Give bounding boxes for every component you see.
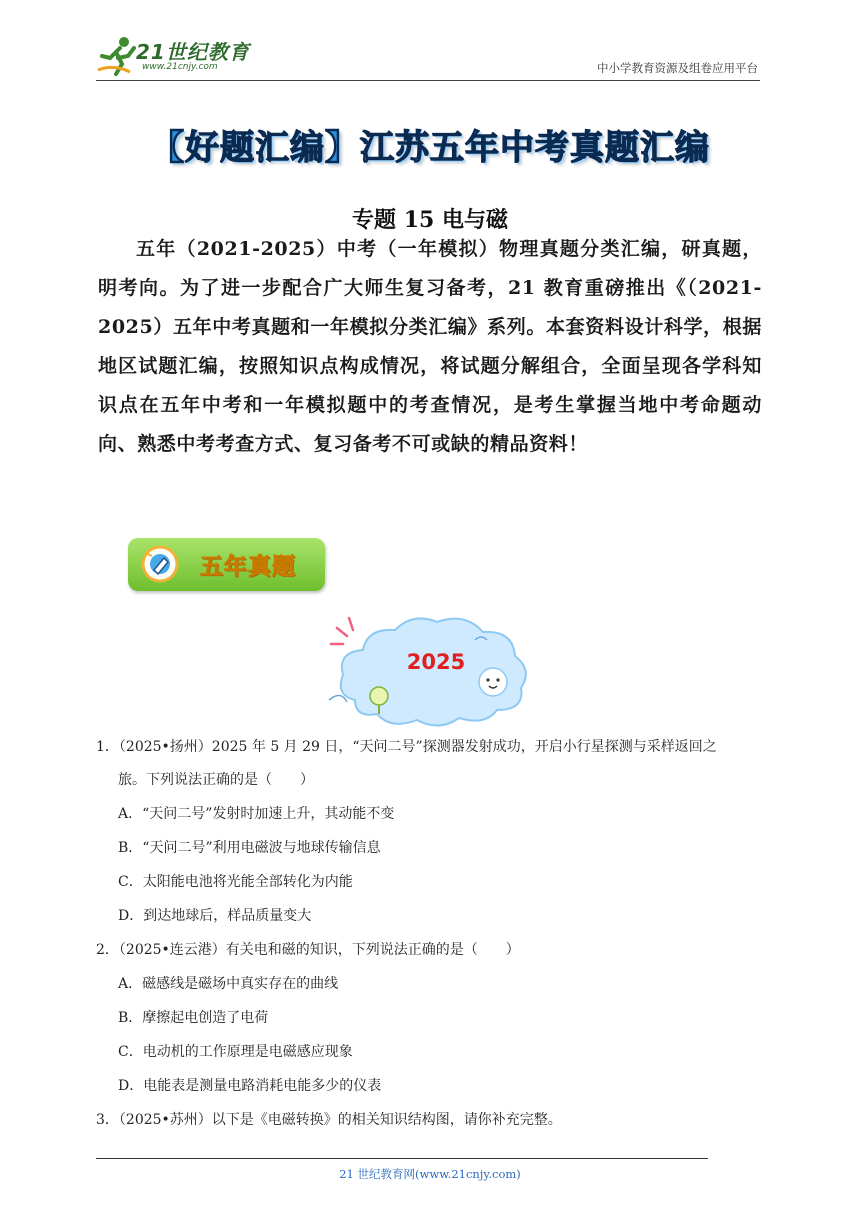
question-2-option-a: A．磁感线是磁场中真实存在的曲线 — [118, 976, 339, 992]
pen-search-icon — [140, 544, 180, 584]
question-1-option-b: B．“天问二号”利用电磁波与地球传输信息 — [118, 840, 381, 856]
logo-url: www.21cnjy.com — [142, 62, 218, 72]
logo-text: 21世纪教育 — [136, 40, 250, 64]
question-1-line-2: 旅。下列说法正确的是（ ） — [118, 772, 314, 788]
topic-subtitle: 专题 15 电与磁 — [352, 207, 508, 233]
runner-logo-icon — [96, 34, 136, 78]
question-2-option-d: D．电能表是测量电路消耗电能多少的仪表 — [118, 1078, 382, 1094]
page-title — [0, 120, 860, 169]
page-title-text: 【好题汇编】江苏五年中考真题汇编 — [150, 128, 710, 168]
cloud-illustration — [325, 610, 535, 740]
question-1-line-1: 1．（2025•扬州）2025 年 5 月 29 日，“天问二号”探测器发射成功，开启小行星探测与采样返回之 — [96, 739, 717, 755]
logo — [96, 34, 266, 78]
question-2-option-c: C．电动机的工作原理是电磁感应现象 — [118, 1044, 353, 1060]
section-badge — [128, 538, 325, 591]
badge-label: 五年真题 — [200, 554, 296, 580]
intro-paragraph: 五年（2021-2025）中考（一年模拟）物理真题分类汇编，研真题，明考向。为了进一步配合广大师生复习备考，21 教育重磅推出《（2021-2025）五年中考真题和一年模拟分类汇编》系列。本套资料设计科学，根据地区试题汇编，按照知识点构成情况，将试题分解组合，全面呈现各学科知识点在五年中考和一年模拟题中的考查情况，是考生掌握当地中考命题动向、熟悉中考考查方式、复习备考不可或缺的精品资料！ — [98, 238, 762, 455]
question-2-option-b: B．摩擦起电创造了电荷 — [118, 1010, 269, 1026]
question-1-option-d: D．到达地球后，样品质量变大 — [118, 908, 312, 924]
platform-label: 中小学教育资源及组卷应用平台 — [597, 61, 758, 75]
footer-divider — [96, 1158, 708, 1159]
question-1-option-c: C．太阳能电池将光能全部转化为内能 — [118, 874, 353, 890]
question-2-line-1: 2．（2025•连云港）有关电和磁的知识，下列说法正确的是（ ） — [96, 942, 520, 958]
page-footer: 21 世纪教育网(www.21cnjy.com) — [339, 1167, 521, 1181]
year-label: 2025 — [406, 650, 466, 674]
question-1-option-a: A．“天问二号”发射时加速上升，其动能不变 — [118, 806, 395, 822]
question-3-line-1: 3．（2025•苏州）以下是《电磁转换》的相关知识结构图，请你补充完整。 — [96, 1112, 562, 1128]
page-header — [96, 30, 760, 81]
